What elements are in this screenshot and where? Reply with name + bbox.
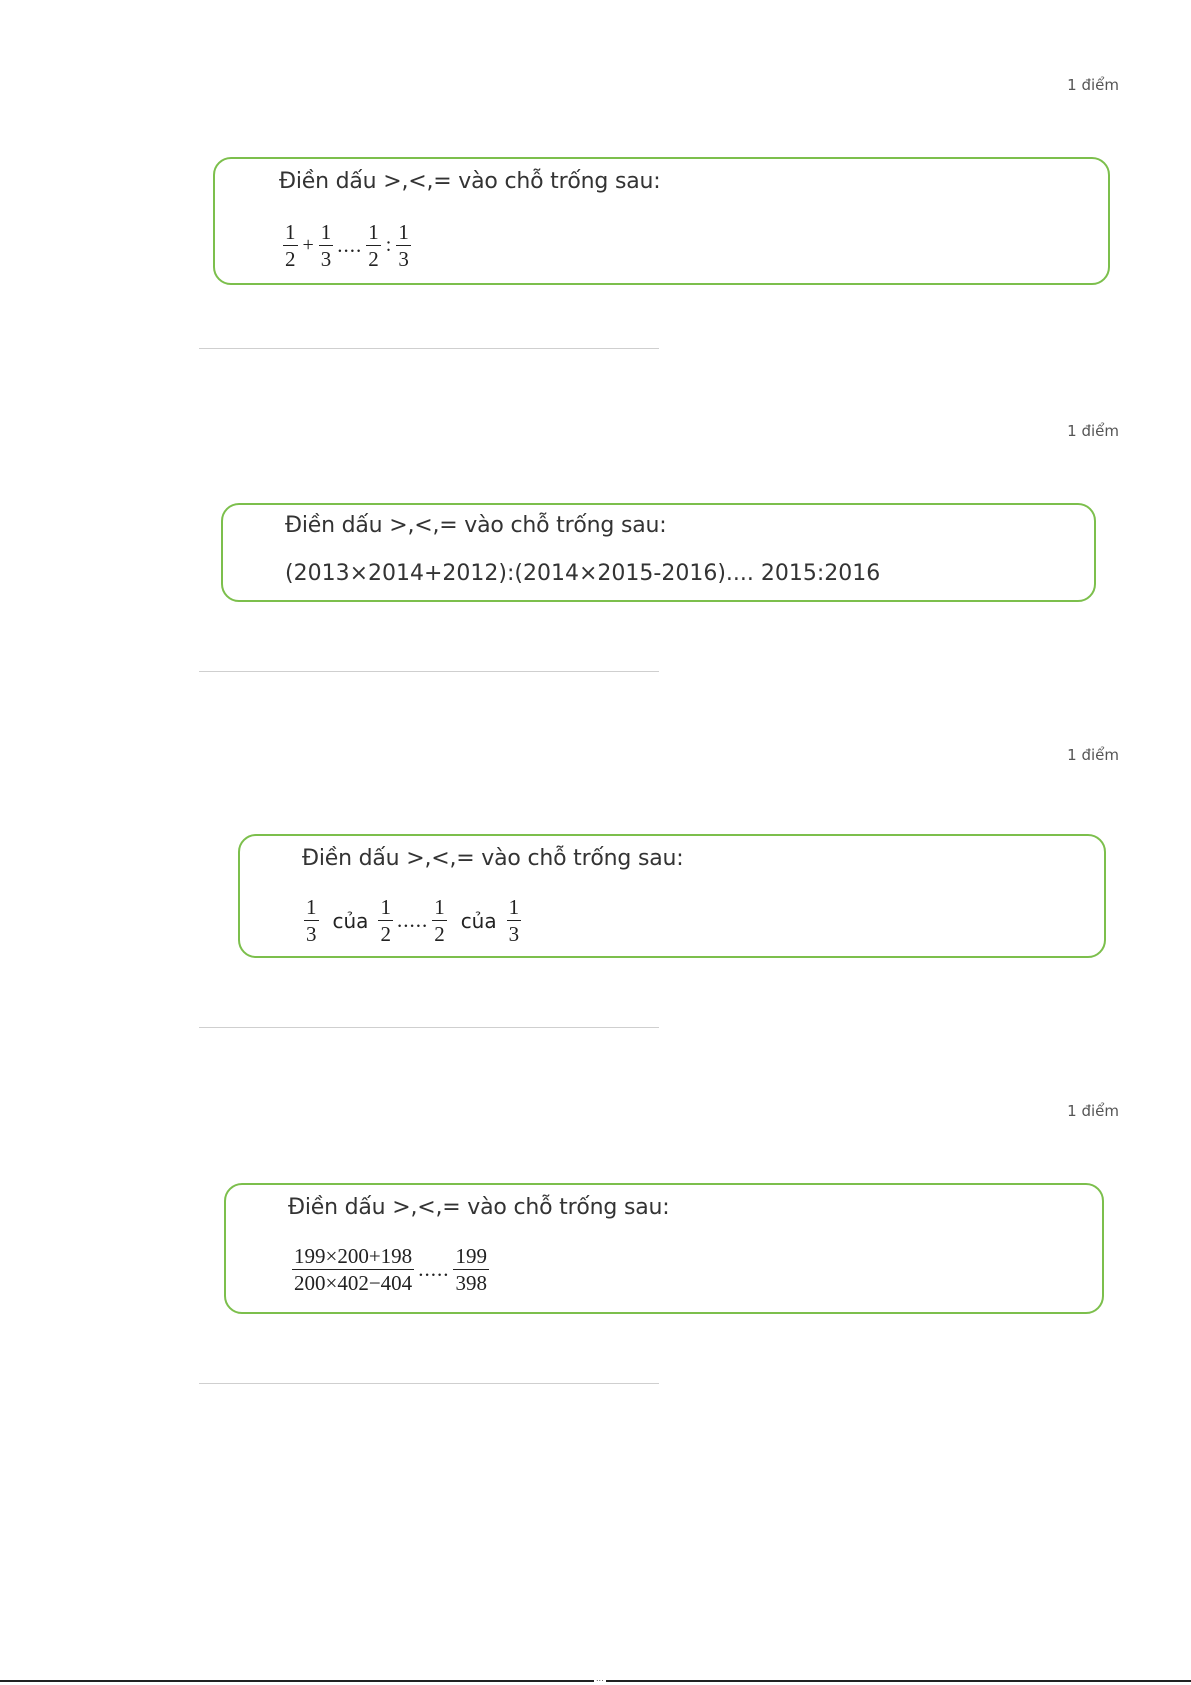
fraction: $\frac{1}{3}$ (306, 895, 317, 946)
divider (199, 1383, 659, 1384)
points-label: 1 điểm (1067, 422, 1119, 440)
question-image-box (238, 834, 1106, 958)
points-label: 1 điểm (1067, 76, 1119, 94)
question-prompt: Điền dấu >,<,= vào chỗ trống sau: (279, 169, 661, 194)
fraction: $\frac{1}{3}$ (508, 895, 520, 946)
points-label: 1 điểm (1067, 1102, 1119, 1120)
question-image-box (224, 1183, 1104, 1314)
blank-dots: ..... (396, 908, 429, 932)
fraction: $\frac{1}{2}$ (380, 895, 391, 946)
question-image-box (213, 157, 1110, 285)
of-word: của (460, 908, 497, 933)
divide-sign: : (385, 234, 392, 256)
fraction: $\frac{1}{3}$ (320, 220, 332, 271)
footer-text: ... (596, 1674, 604, 1683)
divider (199, 1027, 659, 1028)
math-expression (281, 219, 413, 272)
fraction: $\frac{199\times 200+198}{200\times 402-404}$ (294, 1244, 413, 1295)
blank-dots: ..... (418, 1257, 450, 1281)
question-prompt: Điền dấu >,<,= vào chỗ trống sau: (288, 1195, 670, 1220)
question-image-box (221, 503, 1096, 602)
fraction: $\frac{1}{2}$ (285, 220, 296, 271)
fraction: $\frac{1}{3}$ (398, 220, 409, 271)
divider (199, 671, 659, 672)
plus-sign: + (302, 234, 314, 256)
divider (199, 348, 659, 349)
blank-dots: .... (337, 233, 363, 257)
fraction: $\frac{199}{398}$ (455, 1244, 487, 1295)
math-expression (302, 894, 523, 947)
math-expression: (2013×2014+2012):(2014×2015-2016).... 2015:2016 (285, 561, 881, 586)
question-prompt: Điền dấu >,<,= vào chỗ trống sau: (285, 513, 667, 538)
math-expression (290, 1243, 491, 1296)
fraction: $\frac{1}{2}$ (434, 895, 445, 946)
fraction: $\frac{1}{2}$ (368, 220, 379, 271)
points-label: 1 điểm (1067, 746, 1119, 764)
question-prompt: Điền dấu >,<,= vào chỗ trống sau: (302, 846, 684, 871)
of-word: của (332, 908, 369, 933)
